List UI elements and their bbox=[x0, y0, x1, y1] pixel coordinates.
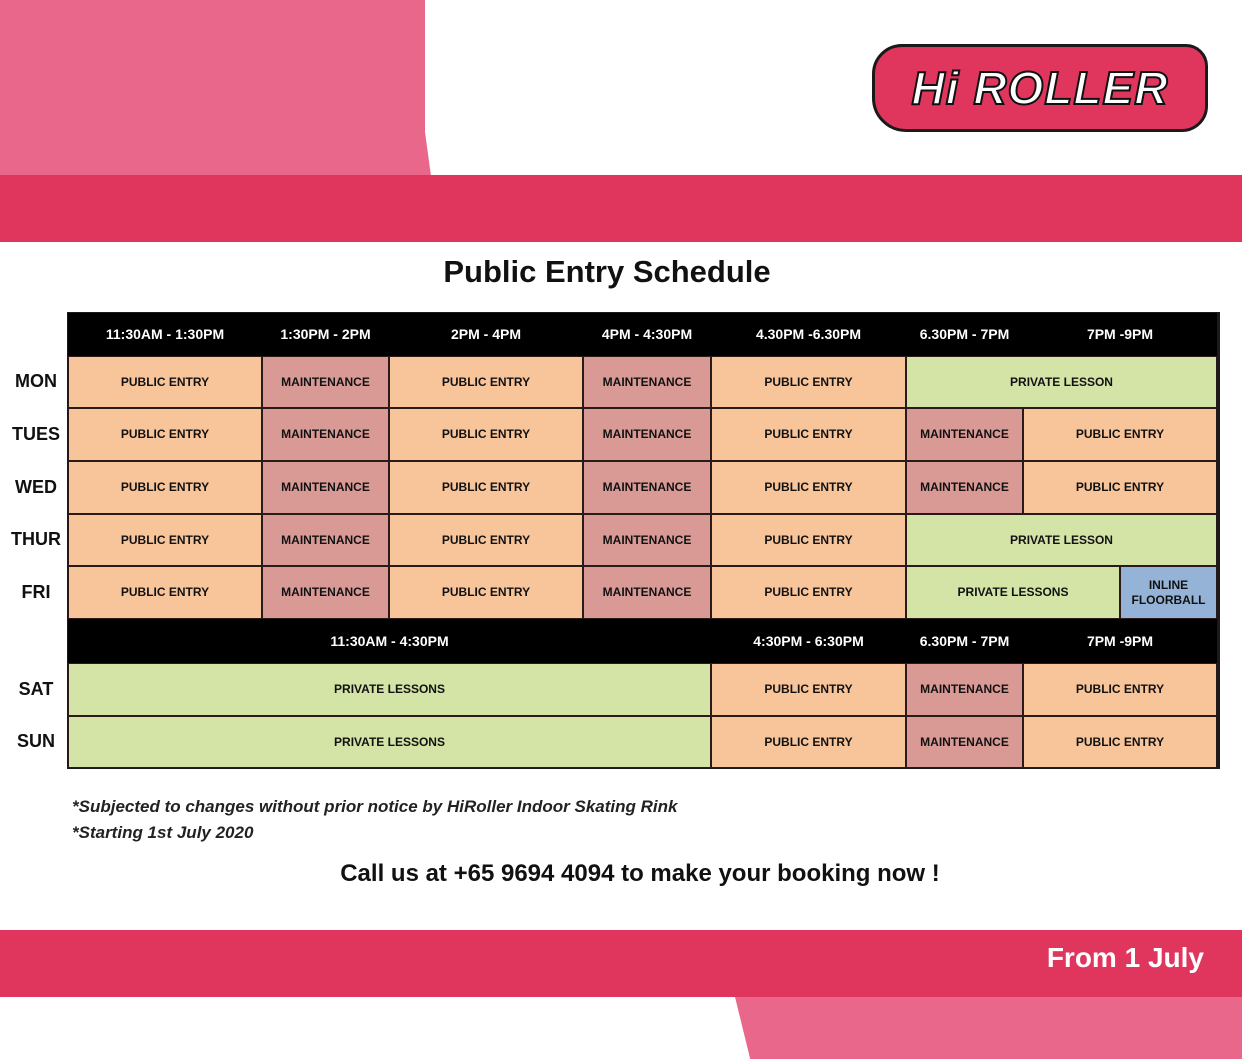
time-slot-header: 11:30AM - 4:30PM bbox=[68, 619, 711, 663]
schedule-cell-private: PRIVATE LESSONS bbox=[68, 663, 711, 716]
schedule-cell-public: PUBLIC ENTRY bbox=[711, 716, 906, 768]
hiroller-logo bbox=[872, 44, 1208, 132]
schedule-cell-public: PUBLIC ENTRY bbox=[1023, 461, 1217, 514]
time-slot-header: 11:30AM - 1:30PM bbox=[68, 313, 262, 356]
schedule-cell-public: PUBLIC ENTRY bbox=[711, 356, 906, 408]
time-slot-header: 1:30PM - 2PM bbox=[262, 313, 389, 356]
time-slot-header: 4.30PM -6.30PM bbox=[711, 313, 906, 356]
schedule-cell-public: PUBLIC ENTRY bbox=[389, 514, 583, 566]
decorative-brush-shape-bottom bbox=[735, 997, 1242, 1059]
schedule-cell-public: PUBLIC ENTRY bbox=[711, 408, 906, 461]
time-slot-header: 4:30PM - 6:30PM bbox=[711, 619, 906, 663]
time-slot-header: 7PM -9PM bbox=[1023, 313, 1217, 356]
schedule-cell-maint: MAINTENANCE bbox=[583, 461, 711, 514]
schedule-cell-private: PRIVATE LESSONS bbox=[906, 566, 1120, 619]
schedule-cell-public: PUBLIC ENTRY bbox=[68, 356, 262, 408]
schedule-cell-public: PUBLIC ENTRY bbox=[389, 566, 583, 619]
schedule-cell-maint: MAINTENANCE bbox=[262, 408, 389, 461]
time-slot-header: 4PM - 4:30PM bbox=[583, 313, 711, 356]
schedule-cell-floor: INLINE FLOORBALL bbox=[1120, 566, 1217, 619]
schedule-cell-public: PUBLIC ENTRY bbox=[1023, 716, 1217, 768]
day-label-sun: SUN bbox=[16, 731, 55, 751]
header-band bbox=[0, 175, 1242, 242]
decorative-brush-shape bbox=[0, 0, 425, 176]
time-slot-header: 7PM -9PM bbox=[1023, 619, 1217, 663]
schedule-cell-maint: MAINTENANCE bbox=[583, 356, 711, 408]
schedule-cell-maint: MAINTENANCE bbox=[583, 514, 711, 566]
schedule-cell-public: PUBLIC ENTRY bbox=[68, 408, 262, 461]
schedule-cell-public: PUBLIC ENTRY bbox=[711, 663, 906, 716]
from-date-badge: From 1 July bbox=[1046, 942, 1204, 973]
schedule-cell-maint: MAINTENANCE bbox=[262, 566, 389, 619]
time-slot-header: 2PM - 4PM bbox=[389, 313, 583, 356]
schedule-cell-maint: MAINTENANCE bbox=[906, 663, 1023, 716]
schedule-cell-public: PUBLIC ENTRY bbox=[711, 514, 906, 566]
schedule-cell-public: PUBLIC ENTRY bbox=[389, 356, 583, 408]
schedule-cell-private: PRIVATE LESSONS bbox=[68, 716, 711, 768]
schedule-cell-public: PUBLIC ENTRY bbox=[389, 408, 583, 461]
schedule-cell-maint: MAINTENANCE bbox=[906, 461, 1023, 514]
schedule-cell-maint: MAINTENANCE bbox=[583, 566, 711, 619]
schedule-cell-public: PUBLIC ENTRY bbox=[68, 566, 262, 619]
schedule-cell-public: PUBLIC ENTRY bbox=[68, 514, 262, 566]
day-label-thur: THUR bbox=[11, 529, 61, 549]
schedule-cell-maint: MAINTENANCE bbox=[583, 408, 711, 461]
schedule-cell-public: PUBLIC ENTRY bbox=[1023, 408, 1217, 461]
schedule-cell-maint: MAINTENANCE bbox=[262, 461, 389, 514]
day-label-fri: FRI bbox=[21, 581, 51, 602]
time-slot-header: 6.30PM - 7PM bbox=[906, 619, 1023, 663]
day-label-tues: TUES bbox=[11, 423, 60, 444]
schedule-cell-private: PRIVATE LESSON bbox=[906, 514, 1217, 566]
day-label-wed: WED bbox=[15, 476, 57, 497]
schedule-cell-maint: MAINTENANCE bbox=[906, 408, 1023, 461]
schedule-cell-public: PUBLIC ENTRY bbox=[711, 461, 906, 514]
day-label-sat: SAT bbox=[18, 678, 54, 699]
time-slot-header: 6.30PM - 7PM bbox=[906, 313, 1023, 356]
schedule-cell-maint: MAINTENANCE bbox=[262, 356, 389, 408]
schedule-cell-maint: MAINTENANCE bbox=[262, 514, 389, 566]
schedule-cell-private: PRIVATE LESSON bbox=[906, 356, 1217, 408]
schedule-table bbox=[67, 312, 1220, 769]
logo-text: Hi ROLLER bbox=[911, 62, 1169, 114]
page-title: Public Entry Schedule bbox=[443, 254, 771, 289]
day-label-mon: MON bbox=[15, 371, 57, 391]
schedule-cell-public: PUBLIC ENTRY bbox=[711, 566, 906, 619]
schedule-cell-maint: MAINTENANCE bbox=[906, 716, 1023, 768]
booking-call-to-action: Call us at +65 9694 4094 to make your booking now ! bbox=[340, 860, 940, 887]
note-changes: *Subjected to changes without prior notice by HiRoller Indoor Skating Rink bbox=[72, 797, 678, 816]
note-start-date: *Starting 1st July 2020 bbox=[72, 823, 254, 842]
schedule-cell-public: PUBLIC ENTRY bbox=[389, 461, 583, 514]
schedule-cell-public: PUBLIC ENTRY bbox=[1023, 663, 1217, 716]
schedule-cell-public: PUBLIC ENTRY bbox=[68, 461, 262, 514]
